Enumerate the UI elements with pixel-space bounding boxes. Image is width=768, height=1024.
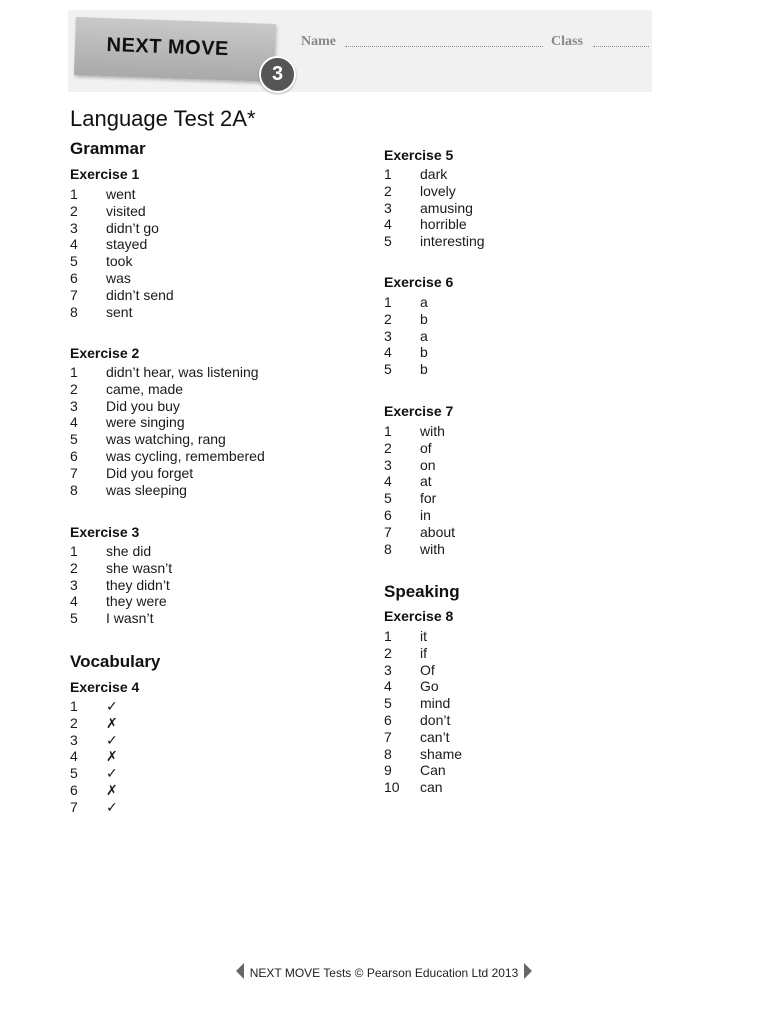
answer-text: she did	[106, 543, 152, 559]
exercise-5-title: Exercise 5	[384, 147, 454, 163]
page-title: Language Test 2A*	[70, 106, 256, 131]
answer-number: 5	[384, 695, 392, 712]
answer-text: was watching, rang	[106, 431, 226, 448]
answer-number: 8	[384, 745, 392, 762]
answer-number: 5	[70, 431, 78, 448]
answer-number: 7	[384, 523, 392, 540]
answer-text: horrible	[420, 216, 467, 233]
answer-item	[70, 577, 172, 594]
answer-item	[384, 166, 485, 183]
answer-text: with	[420, 540, 445, 557]
answer-text: Did you forget	[106, 464, 194, 481]
name-label: Name	[301, 34, 336, 49]
answer-item	[384, 200, 485, 217]
answer-item	[70, 543, 172, 560]
answer-item	[384, 311, 428, 328]
answer-number: 4	[70, 748, 78, 765]
answer-number: 2	[70, 714, 78, 731]
answer-item	[70, 414, 265, 431]
answer-text: lovely	[420, 182, 456, 199]
answer-text: sent	[106, 303, 133, 320]
class-label: Class	[551, 34, 583, 49]
answer-number: 4	[384, 344, 392, 361]
answer-number: 3	[384, 199, 392, 216]
answer-text: didn’t hear, was listening	[106, 364, 259, 380]
exercise-2-title: Exercise 2	[70, 345, 140, 361]
answer-number: 2	[70, 202, 78, 219]
exercise-7-list	[384, 423, 455, 557]
answer-text: was	[106, 269, 131, 286]
answer-item	[384, 729, 462, 746]
answer-item	[70, 220, 174, 237]
answer-number: 4	[70, 593, 78, 610]
answer-number: 2	[384, 439, 392, 456]
answer-number: 7	[70, 464, 78, 481]
answer-number: 3	[70, 397, 78, 414]
answer-number: 4	[384, 473, 392, 490]
exercise-4-title: Exercise 4	[70, 679, 140, 695]
exercise-1-list	[70, 186, 174, 320]
answer-number: 6	[70, 781, 78, 798]
answer-number: 1	[70, 543, 78, 559]
answer-item	[384, 678, 462, 695]
exercise-8-list	[384, 628, 462, 796]
answer-item	[70, 593, 172, 610]
answer-item	[70, 698, 118, 715]
answer-item	[70, 270, 174, 287]
answer-item	[384, 473, 455, 490]
answer-number: 6	[384, 506, 392, 523]
answer-item	[384, 662, 462, 679]
answer-number: 1	[70, 364, 78, 380]
answer-item	[70, 465, 265, 482]
footer	[0, 963, 768, 980]
answer-text: amusing	[420, 199, 473, 216]
answer-item	[384, 746, 462, 763]
answer-item	[384, 762, 462, 779]
answer-item	[70, 715, 118, 732]
answer-text: about	[420, 523, 456, 540]
next-arrow-icon[interactable]	[524, 963, 532, 979]
logo: NEXT MOVE	[106, 34, 230, 61]
answer-number: 4	[384, 216, 392, 233]
level-badge: 3	[259, 56, 296, 93]
answer-item	[384, 344, 428, 361]
answer-item	[384, 361, 428, 378]
answer-number: 5	[70, 610, 78, 627]
answer-number: 1	[70, 698, 78, 714]
answer-number: 5	[384, 361, 392, 378]
answer-text: at	[420, 473, 432, 490]
answer-item	[70, 799, 118, 816]
exercise-3-title: Exercise 3	[70, 524, 140, 540]
answer-text: they were	[106, 593, 167, 610]
answer-text: was sleeping	[106, 481, 187, 498]
answer-item	[70, 782, 118, 799]
answer-number: 3	[70, 731, 78, 748]
answer-number: 8	[70, 481, 78, 498]
answer-item	[384, 423, 455, 440]
answer-number: 7	[384, 728, 392, 745]
exercise-3-list	[70, 543, 172, 627]
answer-item	[384, 294, 428, 311]
section-vocabulary: Vocabulary	[70, 652, 161, 671]
answer-item	[384, 490, 455, 507]
answer-text: for	[420, 490, 437, 507]
answer-text: b	[420, 344, 428, 361]
answer-text: can’t	[420, 728, 450, 745]
answer-item	[384, 440, 455, 457]
answer-item	[70, 253, 174, 270]
name-field[interactable]	[345, 46, 543, 47]
exercise-1-title: Exercise 1	[70, 166, 140, 182]
answer-text: with	[420, 423, 445, 439]
answer-item	[384, 712, 462, 729]
answer-text: stayed	[106, 236, 148, 253]
answer-text: visited	[106, 202, 146, 219]
answer-text: didn’t send	[106, 286, 174, 303]
answer-item	[70, 482, 265, 499]
answer-number: 2	[384, 310, 392, 327]
answer-number: 1	[70, 186, 78, 202]
section-grammar: Grammar	[70, 139, 146, 158]
answer-text: don’t	[420, 711, 451, 728]
answer-text: if	[420, 644, 427, 661]
answer-text: ✓	[106, 798, 118, 815]
answer-item	[70, 287, 174, 304]
answer-number: 1	[384, 423, 392, 439]
answer-text: of	[420, 439, 432, 456]
answer-number: 5	[70, 765, 78, 782]
answer-item	[70, 398, 265, 415]
answer-number: 6	[384, 711, 392, 728]
answer-number: 6	[70, 269, 78, 286]
answer-text: Can	[420, 762, 446, 779]
answer-number: 8	[70, 303, 78, 320]
answer-number: 10	[384, 779, 400, 796]
footer-text: NEXT MOVE Tests © Pearson Education Ltd 2013	[249, 966, 519, 980]
answer-text: it	[420, 628, 427, 644]
exercise-6-title: Exercise 6	[384, 274, 454, 290]
answer-text: interesting	[420, 233, 485, 250]
prev-arrow-icon[interactable]	[236, 963, 244, 979]
exercise-5-list	[384, 166, 485, 250]
answer-text: b	[420, 361, 428, 378]
class-field[interactable]	[593, 46, 649, 47]
answer-item	[70, 364, 265, 381]
answer-number: 3	[384, 661, 392, 678]
answer-number: 2	[70, 380, 78, 397]
answer-text: in	[420, 506, 431, 523]
answer-number: 7	[70, 286, 78, 303]
answer-text: dark	[420, 166, 448, 182]
answer-item	[70, 186, 174, 203]
answer-text: shame	[420, 745, 463, 762]
answer-item	[384, 541, 455, 558]
answer-text: Of	[420, 661, 435, 678]
answer-number: 4	[384, 678, 392, 695]
answer-item	[384, 216, 485, 233]
answer-text: ✓	[106, 698, 118, 714]
answer-number: 1	[384, 628, 392, 644]
answer-text: ✗	[106, 714, 118, 731]
answer-number: 3	[384, 327, 392, 344]
answer-item	[70, 431, 265, 448]
answer-item	[384, 507, 455, 524]
answer-item	[70, 203, 174, 220]
exercise-4-list	[70, 698, 118, 816]
answer-number: 2	[384, 182, 392, 199]
answer-item	[70, 236, 174, 253]
answer-text: they didn’t	[106, 576, 170, 593]
answer-number: 5	[70, 253, 78, 270]
answer-text: didn’t go	[106, 219, 159, 236]
answer-number: 3	[384, 456, 392, 473]
answer-text: ✗	[106, 781, 118, 798]
answer-item	[70, 748, 118, 765]
answer-number: 9	[384, 762, 392, 779]
answer-text: a	[420, 327, 428, 344]
answer-text: I wasn’t	[106, 610, 154, 627]
answer-number: 4	[70, 414, 78, 431]
answer-item	[70, 765, 118, 782]
exercise-8-title: Exercise 8	[384, 608, 454, 624]
answer-text: a	[420, 294, 428, 310]
answer-number: 2	[384, 644, 392, 661]
answer-item	[70, 304, 174, 321]
answer-item	[70, 560, 172, 577]
answer-text: ✓	[106, 731, 118, 748]
answer-text: can	[420, 779, 443, 796]
answer-text: ✓	[106, 765, 118, 782]
answer-item	[384, 524, 455, 541]
answer-text: took	[106, 253, 133, 270]
answer-number: 6	[70, 447, 78, 464]
answer-text: came, made	[106, 380, 184, 397]
answer-text: Go	[420, 678, 439, 695]
answer-text: Did you buy	[106, 397, 180, 414]
answer-number: 7	[70, 798, 78, 815]
answer-item	[384, 457, 455, 474]
exercise-7-title: Exercise 7	[384, 403, 454, 419]
answer-item	[384, 695, 462, 712]
answer-item	[384, 328, 428, 345]
answer-text: ✗	[106, 748, 118, 765]
answer-number: 5	[384, 490, 392, 507]
answer-number: 5	[384, 233, 392, 250]
answer-item	[384, 233, 485, 250]
answer-number: 2	[70, 559, 78, 576]
answer-item	[70, 732, 118, 749]
answer-text: was cycling, remembered	[106, 447, 265, 464]
answer-item	[384, 183, 485, 200]
answer-text: she wasn’t	[106, 559, 173, 576]
answer-item	[70, 381, 265, 398]
answer-item	[384, 628, 462, 645]
answer-number: 3	[70, 576, 78, 593]
answer-item	[70, 448, 265, 465]
answer-text: mind	[420, 695, 451, 712]
answer-number: 3	[70, 219, 78, 236]
answer-item	[70, 610, 172, 627]
exercise-2-list	[70, 364, 265, 498]
answer-number: 4	[70, 236, 78, 253]
answer-text: went	[106, 186, 136, 202]
answer-item	[384, 779, 462, 796]
answer-text: on	[420, 456, 436, 473]
section-speaking: Speaking	[384, 582, 460, 601]
answer-text: were singing	[106, 414, 185, 431]
answer-number: 8	[384, 540, 392, 557]
answer-number: 1	[384, 166, 392, 182]
answer-number: 1	[384, 294, 392, 310]
answer-text: b	[420, 310, 428, 327]
exercise-6-list	[384, 294, 428, 378]
answer-item	[384, 645, 462, 662]
